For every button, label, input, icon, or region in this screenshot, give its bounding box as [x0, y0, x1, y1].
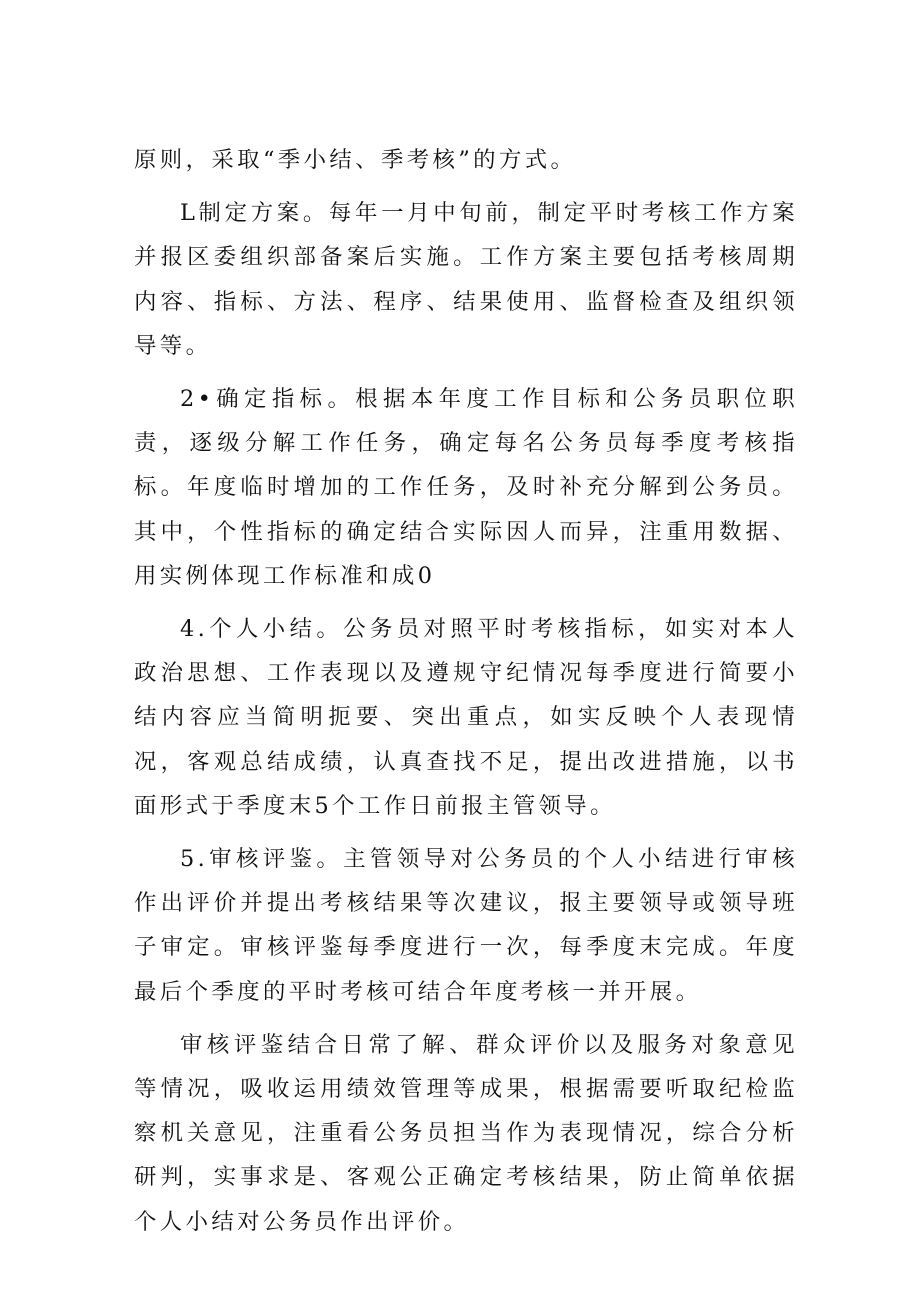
paragraph-review-evaluation: 5.审核评鉴。主管领导对公务员的个人小结进行审核作出评价并提出考核结果等次建议，报主要领导或领导班子审定。审核评鉴每季度进行一次，每季度末完成。年度最后个季度的平时考核可结合年度考核一并开展。 [134, 846, 798, 1005]
paragraph-principle: 原则，采取“季小结、季考核”的方式。 [134, 147, 577, 173]
paragraph-personal-summary: 4.个人小结。公务员对照平时考核指标，如实对本人政治思想、工作表现以及遵规守纪情况每季度进行简要小结内容应当简明扼要、突出重点，如实反映个人表现情况，客观总结成绩，认真查找不足，提出改进措施，以书面形式于季度末5个工作日前报主管领导。 [134, 616, 798, 819]
paragraph-review-combination: 审核评鉴结合日常了解、群众评价以及服务对象意见等情况，吸收运用绩效管理等成果，根据需要听取纪检监察机关意见，注重看公务员担当作为表现情况，综合分析研判，实事求是、客观公正确定考核结果，防止简单依据个人小结对公务员作出评价。 [134, 1031, 798, 1235]
paragraph-indicators: 2•确定指标。根据本年度工作目标和公务员职位职责，逐级分解工作任务，确定每名公务员每季度考核指标。年度临时增加的工作任务，及时补充分解到公务员。其中，个性指标的确定结合实际因人而异，注重用数据、用实例体现工作标准和成0 [134, 386, 798, 589]
paragraph-plan: L制定方案。每年一月中旬前，制定平时考核工作方案并报区委组织部备案后实施。工作方案主要包括考核周期内容、指标、方法、程序、结果使用、监督检查及组织领导等。 [134, 200, 798, 359]
document-body [134, 138, 798, 1253]
